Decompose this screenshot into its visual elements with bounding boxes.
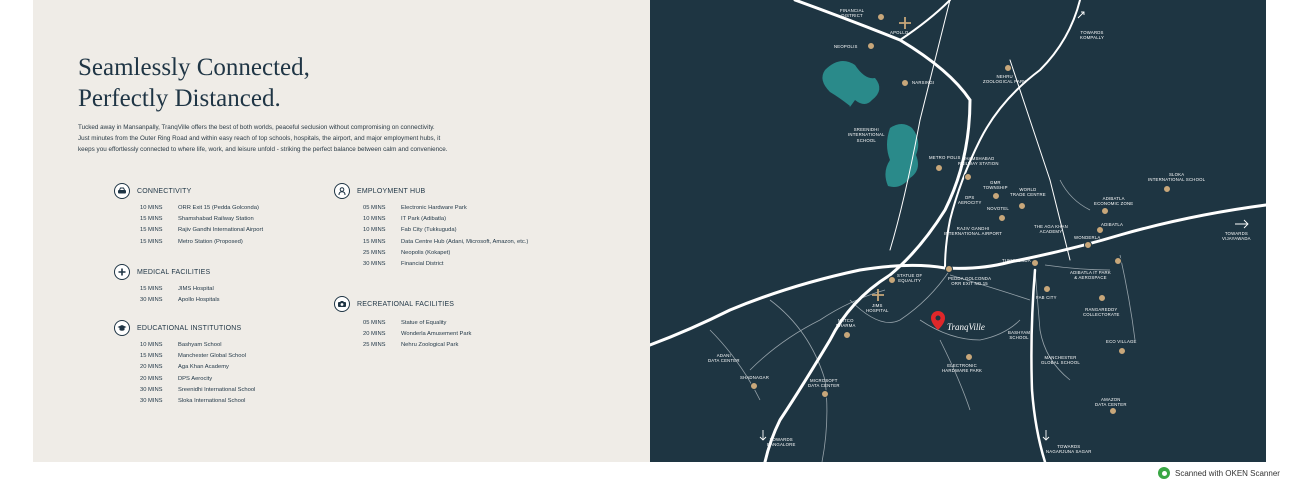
list-item xyxy=(140,340,255,351)
list-item xyxy=(140,374,255,385)
list-item xyxy=(363,318,471,329)
place-name: Apollo Hospitals xyxy=(178,297,220,304)
map-marker xyxy=(936,165,943,172)
map-marker xyxy=(1119,348,1126,355)
connectivity-heading xyxy=(114,183,192,199)
map-label: GMR TOWNSHIP xyxy=(983,180,1008,191)
place-name: Manchester Global School xyxy=(178,353,246,360)
travel-time: 15 MINS xyxy=(140,353,163,360)
place-name: Electronic Hardware Park xyxy=(401,205,467,211)
map-marker xyxy=(878,14,885,21)
medical-list xyxy=(140,284,220,306)
map-label: SHADNAGAR xyxy=(740,375,770,380)
map-label: TOWARDS VIJAYAWADA xyxy=(1222,231,1251,242)
map-label: TUKKUGUDA xyxy=(1002,258,1031,263)
map-label: FINANCIAL DISTRICT xyxy=(840,8,865,19)
poi-markers xyxy=(751,14,1171,415)
map-label: ADIBATLA ECONOMIC ZONE xyxy=(1094,196,1134,207)
map-label: PEDDA GOLCONDA ORR EXIT NO.15 xyxy=(948,276,992,287)
map-label: ADIBATLA IT PARK & AEROSPACE xyxy=(1070,270,1111,281)
recreation-heading xyxy=(334,296,454,312)
map-marker xyxy=(1115,258,1122,265)
list-item xyxy=(363,237,528,248)
place-name: ORR Exit 15 (Pedda Golconda) xyxy=(178,205,259,211)
map-label: NOVOTEL xyxy=(987,206,1009,211)
plus-icon xyxy=(114,264,130,280)
place-name: JIMS Hospital xyxy=(178,286,214,292)
list-item xyxy=(140,362,255,373)
map-label: TOWARDS NAGARJUNA SAGAR xyxy=(1046,444,1092,455)
map-marker xyxy=(946,266,953,273)
place-name: Statue of Equality xyxy=(401,320,447,326)
map-label: TOWARDS BANGALORE xyxy=(767,437,796,448)
map-marker xyxy=(965,174,972,181)
map-marker xyxy=(1102,208,1109,215)
place-name: Metro Station (Proposed) xyxy=(178,238,243,245)
place-name: Nehru Zoological Park xyxy=(401,342,459,349)
list-item xyxy=(140,396,255,407)
intro-paragraph xyxy=(78,122,598,155)
travel-time: 05 MINS xyxy=(363,205,386,211)
map-label: METRO POLIS xyxy=(929,155,961,160)
list-item xyxy=(140,284,220,295)
hospital-icon xyxy=(899,17,911,29)
travel-time: 10 MINS xyxy=(140,205,163,211)
map-label: MICROSOFT DATA CENTER xyxy=(808,378,840,389)
list-item xyxy=(140,385,255,396)
travel-time: 25 MINS xyxy=(363,342,386,349)
map-label: TOWARDS KOMPALLY xyxy=(1080,30,1105,41)
travel-time: 15 MINS xyxy=(140,216,163,223)
section-title: RECREATIONAL FACILITIES xyxy=(357,300,455,308)
lake xyxy=(822,61,879,107)
place-name: IT Park (Adibatla) xyxy=(401,216,446,223)
scanner-watermark xyxy=(1158,467,1280,479)
place-name: DPS Aerocity xyxy=(178,375,213,382)
travel-time: 30 MINS xyxy=(140,297,163,304)
project-logo-text: TranqVille xyxy=(947,322,985,332)
map-label: ADIBATLA xyxy=(1101,222,1124,227)
map-label: ELECTRONIC HARDWARE PARK xyxy=(942,363,983,374)
location-map[interactable] xyxy=(650,0,1266,462)
map-marker xyxy=(751,383,758,390)
map-marker xyxy=(1110,408,1117,415)
map-marker xyxy=(822,391,829,398)
map-label: ECO VILLAGE xyxy=(1106,339,1137,344)
place-name: Wonderla Amusement Park xyxy=(401,331,472,338)
map-label: STATUE OF EQUALITY xyxy=(897,273,923,284)
travel-time: 15 MINS xyxy=(140,238,163,245)
map-label: JIMS HOSPITAL xyxy=(866,303,889,314)
map-label: THE AGA KHAN ACADEMY xyxy=(1034,224,1068,235)
place-name: Aga Khan Academy xyxy=(178,364,229,371)
arrow-icon xyxy=(760,430,766,440)
place-name: Financial District xyxy=(401,261,444,268)
education-list xyxy=(140,340,255,407)
travel-time: 05 MINS xyxy=(363,320,386,326)
map-marker xyxy=(1164,186,1171,193)
map-label: ADANI DATA CENTER xyxy=(708,353,740,364)
travel-time: 20 MINS xyxy=(140,375,163,382)
list-item xyxy=(363,259,528,270)
map-marker xyxy=(889,277,896,284)
map-marker xyxy=(999,215,1006,222)
map-marker xyxy=(993,193,1000,200)
medical-heading xyxy=(114,264,210,280)
list-item xyxy=(140,237,263,248)
intro-line: Just minutes from the Outer Ring Road and within easy reach of top schools, hospitals, the airport, and major employment hubs, it xyxy=(78,135,441,142)
map-label: SHAMSHABAD RAILWAY STATION xyxy=(958,156,999,167)
travel-time: 10 MINS xyxy=(363,216,386,223)
place-name: Sreenidhi International School xyxy=(178,386,256,393)
map-marker xyxy=(966,354,973,361)
travel-time: 10 MINS xyxy=(363,227,386,234)
arrow-icon xyxy=(1043,430,1049,440)
map-marker xyxy=(902,80,909,87)
title-line-1: Seamlessly Connected, xyxy=(78,54,310,81)
map-label: DPS AEROCITY xyxy=(958,195,982,206)
title-line-2: Perfectly Distanced. xyxy=(78,85,281,112)
section-title: EMPLOYMENT HUB xyxy=(357,187,426,195)
map-label: FAB CITY xyxy=(1036,295,1057,300)
list-item xyxy=(140,203,263,214)
map-label: NEOPOLIS xyxy=(834,44,858,49)
map-label: WORLD TRADE CENTRE xyxy=(1010,187,1046,198)
graduation-cap-icon xyxy=(114,320,130,336)
travel-time: 15 MINS xyxy=(140,227,163,234)
list-item xyxy=(140,351,255,362)
arrow-icon xyxy=(1235,220,1248,228)
list-item xyxy=(363,248,528,259)
car-icon xyxy=(114,183,130,199)
map-label: RANGAREDDY COLLECTORATE xyxy=(1083,307,1120,318)
list-item xyxy=(140,214,263,225)
recreation-list xyxy=(363,318,471,352)
intro-line: keeps you effortlessly connected to where life, work, and leisure unfold - striking the perfect balance between calm and convenience. xyxy=(78,146,448,153)
map-label: SLOKA INTERNATIONAL SCHOOL xyxy=(1148,172,1206,183)
travel-time: 10 MINS xyxy=(140,342,163,348)
map-marker xyxy=(844,332,851,339)
section-title: MEDICAL FACILITIES xyxy=(137,268,211,276)
list-item xyxy=(363,329,471,340)
place-name: Neopolis (Kokapet) xyxy=(401,249,451,256)
connectivity-list xyxy=(140,203,263,248)
map-label: MANCHESTER GLOBAL SCHOOL xyxy=(1041,355,1080,366)
map-marker xyxy=(1085,242,1092,249)
minor-roads xyxy=(710,180,1135,462)
travel-time: 30 MINS xyxy=(363,261,386,268)
travel-time: 20 MINS xyxy=(363,331,386,338)
travel-time: 30 MINS xyxy=(140,386,163,393)
map-marker xyxy=(1097,227,1104,234)
list-item xyxy=(363,340,471,351)
map-marker xyxy=(1019,203,1026,210)
list-item xyxy=(363,225,528,236)
list-item xyxy=(140,225,263,236)
map-label: WONDERLA xyxy=(1074,235,1101,240)
map-label: NARSINGI xyxy=(912,80,935,85)
map-marker xyxy=(1005,65,1012,72)
travel-time: 25 MINS xyxy=(363,249,386,256)
map-label: APOLLO xyxy=(890,30,909,35)
travel-time: 15 MINS xyxy=(363,238,386,245)
section-title: EDUCATIONAL INSTITUTIONS xyxy=(137,324,242,332)
camera-icon xyxy=(334,296,350,312)
worker-icon xyxy=(334,183,350,199)
list-item xyxy=(363,214,528,225)
section-title: CONNECTIVITY xyxy=(137,187,192,195)
travel-time: 30 MINS xyxy=(140,398,163,405)
place-name: Shamshabad Railway Station xyxy=(178,216,254,223)
map-marker xyxy=(1044,286,1051,293)
place-name: Sloka International School xyxy=(178,398,246,405)
page-title xyxy=(78,52,310,114)
place-name: Bashyam School xyxy=(178,342,222,348)
place-name: Fab City (Tukkuguda) xyxy=(401,227,457,234)
employment-heading xyxy=(334,183,425,199)
map-marker xyxy=(868,43,875,50)
education-heading xyxy=(114,320,241,336)
map-label: AMAZON DATA CENTER xyxy=(1095,397,1127,408)
map-label: BASHYAM SCHOOL xyxy=(1008,330,1031,341)
map-label: NEHRU ZOOLOGICAL PARK xyxy=(983,74,1027,85)
travel-time: 15 MINS xyxy=(140,286,163,292)
place-name: Data Centre Hub (Adani, Microsoft, Amazon, etc.) xyxy=(401,238,529,245)
location-pin-icon xyxy=(931,311,945,330)
place-name: Rajiv Gandhi International Airport xyxy=(178,227,264,234)
map-label: SREENIDHI INTERNATIONAL SCHOOL xyxy=(848,127,885,143)
map-marker xyxy=(1099,295,1106,302)
employment-list xyxy=(363,203,528,270)
map-marker xyxy=(1032,260,1039,267)
watermark-text: Scanned with OKEN Scanner xyxy=(1175,468,1280,478)
map-label: NATCO PHARMA xyxy=(836,318,856,329)
oken-scanner-icon xyxy=(1158,467,1170,479)
travel-time: 20 MINS xyxy=(140,364,163,371)
intro-line: Tucked away in Mansanpally, TranqVille offers the best of both worlds, peaceful seclusion without compromising on connectivity. xyxy=(78,124,435,131)
arrow-icon xyxy=(1078,12,1084,18)
map-label: RAJIV GANDHI INTERNATIONAL AIRPORT xyxy=(944,226,1003,237)
list-item xyxy=(140,295,220,306)
list-item xyxy=(363,203,528,214)
